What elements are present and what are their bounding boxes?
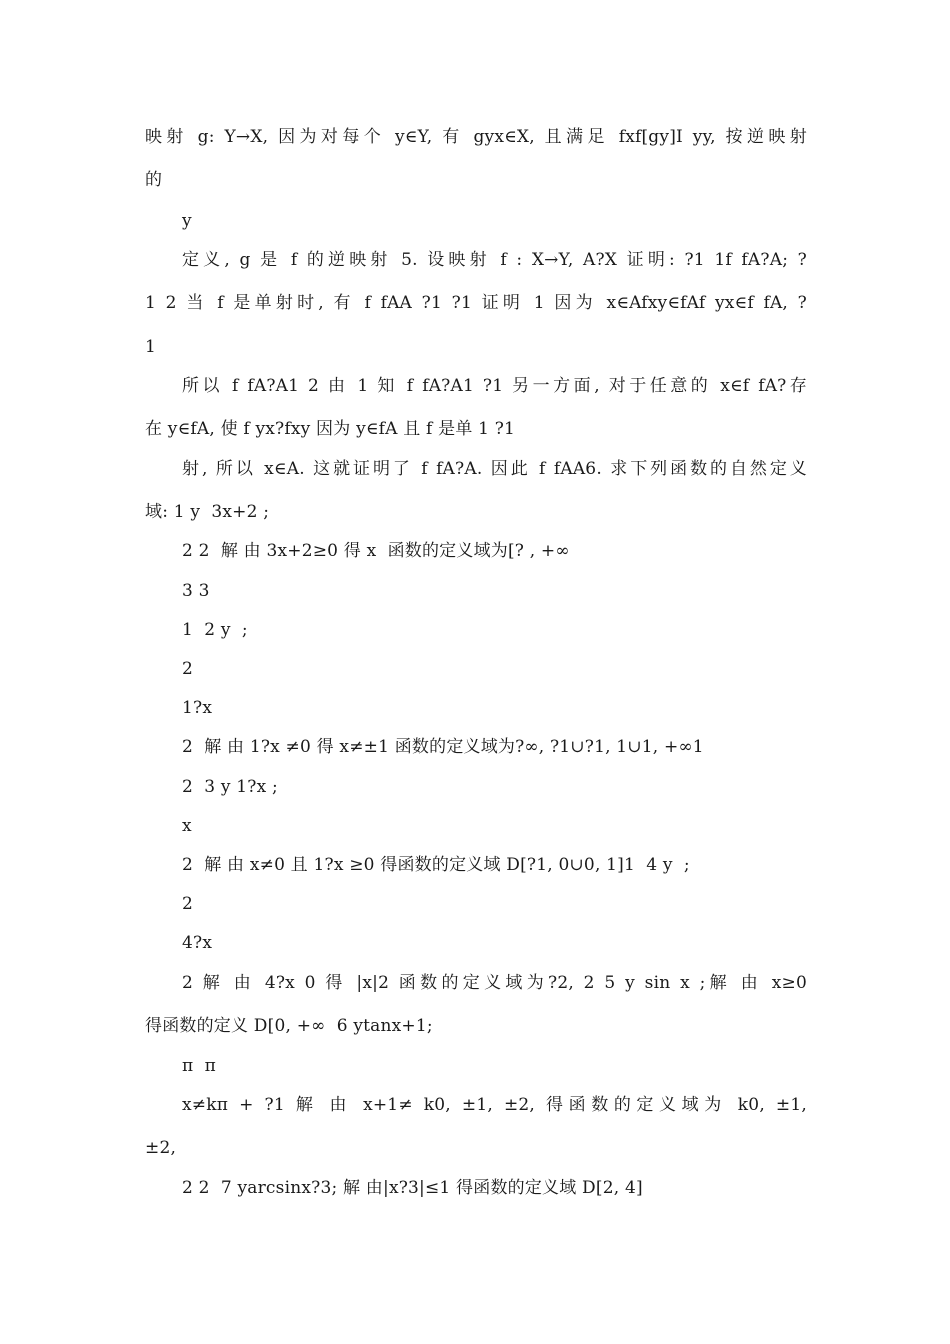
text-line: 2 解 由 x≠0 且 1?x ≥0 得函数的定义域 D[?1, 0∪0, 1]1 4 y ; bbox=[182, 855, 690, 875]
text-line: 1 bbox=[145, 337, 157, 357]
text-line: 射, 所以 x∈A. 这就证明了 f fA?A. 因此 f fAA6. 求下列函数的自然定义 bbox=[182, 459, 807, 479]
text-line: 映射 g: Y→X, 因为对每个 y∈Y, 有 gyx∈X, 且满足 fxf[gy]I yy, 按逆映射 bbox=[145, 127, 807, 147]
text-line: 2 3 y 1?x ; bbox=[182, 777, 278, 797]
text-line: 2 bbox=[182, 894, 194, 914]
text-line: 4?x bbox=[182, 933, 213, 953]
text-line: 2 2 7 yarcsinx?3; 解 由|x?3|≤1 得函数的定义域 D[2, 4] bbox=[182, 1178, 643, 1198]
text-line: 2 bbox=[182, 659, 194, 679]
text-line: π π bbox=[182, 1056, 216, 1076]
text-line: x bbox=[182, 816, 192, 836]
text-line: 所以 f fA?A1 2 由 1 知 f fA?A1 ?1 另一方面, 对于任意的 x∈f fA?存 bbox=[182, 376, 807, 396]
text-line: 2 解 由 1?x ≠0 得 x≠±1 函数的定义域为?∞, ?1∪?1, 1∪1, +∞1 bbox=[182, 737, 704, 757]
text-line: 定义, g 是 f 的逆映射 5. 设映射 f : X→Y, A?X 证明: ?1 1f fA?A; ? bbox=[182, 250, 807, 270]
text-line: 2 2 解 由 3x+2≥0 得 x 函数的定义域为[? , +∞ bbox=[182, 541, 570, 561]
text-line: 1 2 y ; bbox=[182, 620, 248, 640]
text-line: ±2, bbox=[145, 1138, 177, 1158]
text-line: 得函数的定义 D[0, +∞ 6 ytanx+1; bbox=[145, 1016, 433, 1036]
text-line: 2 解 由 4?x 0 得 |x|2 函数的定义域为?2, 2 5 y sin x ;解 由 x≥0 bbox=[182, 973, 807, 993]
text-line: 域: 1 y 3x+2 ; bbox=[145, 502, 270, 522]
text-line: y bbox=[182, 211, 192, 231]
text-line: 1?x bbox=[182, 698, 213, 718]
text-line: 在 y∈fA, 使 f yx?fxy 因为 y∈fA 且 f 是单 1 ?1 bbox=[145, 419, 516, 439]
text-line: 1 2 当 f 是单射时, 有 f fAA ?1 ?1 证明 1 因为 x∈Afxy∈fAf yx∈f fA, ? bbox=[145, 293, 807, 313]
text-line: x≠kπ + ?1 解 由 x+1≠ k0, ±1, ±2, 得函数的定义域为 k0, ±1, bbox=[182, 1095, 807, 1115]
text-line: 3 3 bbox=[182, 581, 210, 601]
text-line: 的 bbox=[145, 170, 163, 190]
